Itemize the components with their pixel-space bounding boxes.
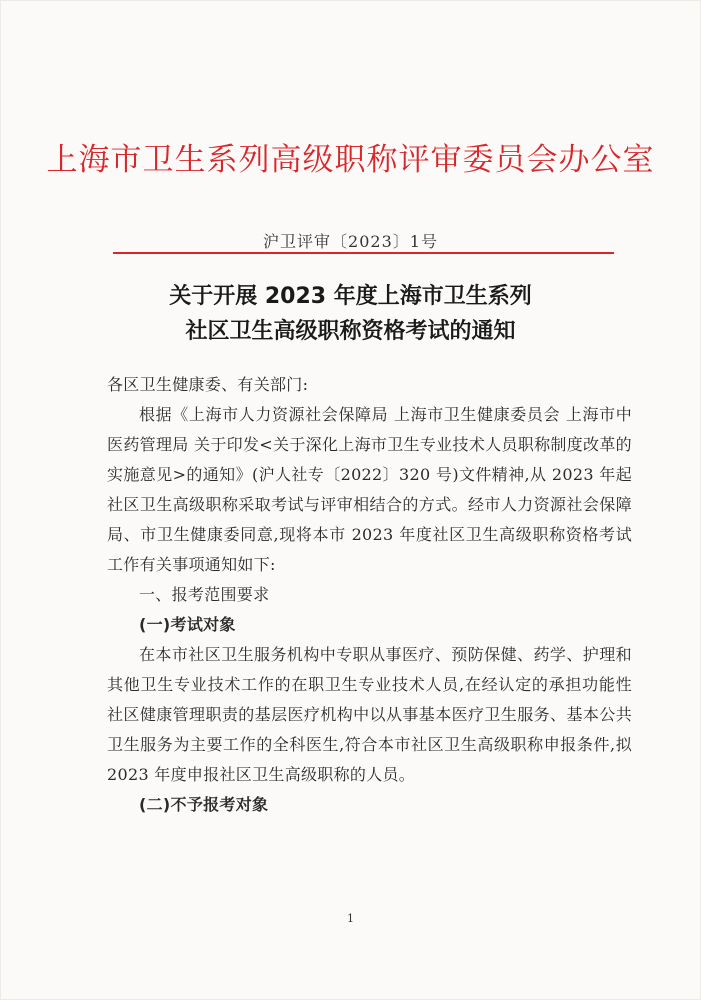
- notice-body: [107, 370, 632, 820]
- title-line-2: 社区卫生高级职称资格考试的通知: [185, 319, 516, 344]
- section-heading-1: 一、报考范围要求: [139, 585, 270, 604]
- title-line-1: 关于开展 2023 年度上海市卫生系列: [169, 284, 532, 309]
- salutation: 各区卫生健康委、有关部门:: [107, 375, 309, 394]
- red-divider-line: [113, 252, 614, 254]
- paragraph-eligibility: 在本市社区卫生服务机构中专职从事医疗、预防保健、药学、护理和其他卫生专业技术工作的在职卫生专业技术人员,在经认定的承担功能性社区健康管理职责的基层医疗机构中以从事基本医疗卫生服务、基本公共卫生服务为主要工作的全科医生,符合本市社区卫生高级职称申报条件,拟 2023 年度申报社区卫生高级职称的人员。: [107, 645, 632, 784]
- subsection-heading-2: (二)不予报考对象: [139, 795, 269, 814]
- paragraph-basis: 根据《上海市人力资源社会保障局 上海市卫生健康委员会 上海市中医药管理局 关于印发<关于深化上海市卫生专业技术人员职称制度改革的实施意见>的通知》(沪人社专〔2022〕320 号)文件精神,从 2023 年起社区卫生高级职称采取考试与评审相结合的方式。经市人力资源社会保障局、市卫生健康委同意,现将本市 2023 年度社区卫生高级职称资格考试工作有关事项通知如下:: [107, 405, 632, 574]
- document-number: 沪卫评审〔2023〕1号: [263, 232, 438, 251]
- notice-title: [0, 279, 701, 349]
- page-number: 1: [347, 912, 354, 925]
- letterhead: 上海市卫生系列高级职称评审委员会办公室: [46, 142, 655, 178]
- subsection-heading-1: (一)考试对象: [139, 615, 236, 634]
